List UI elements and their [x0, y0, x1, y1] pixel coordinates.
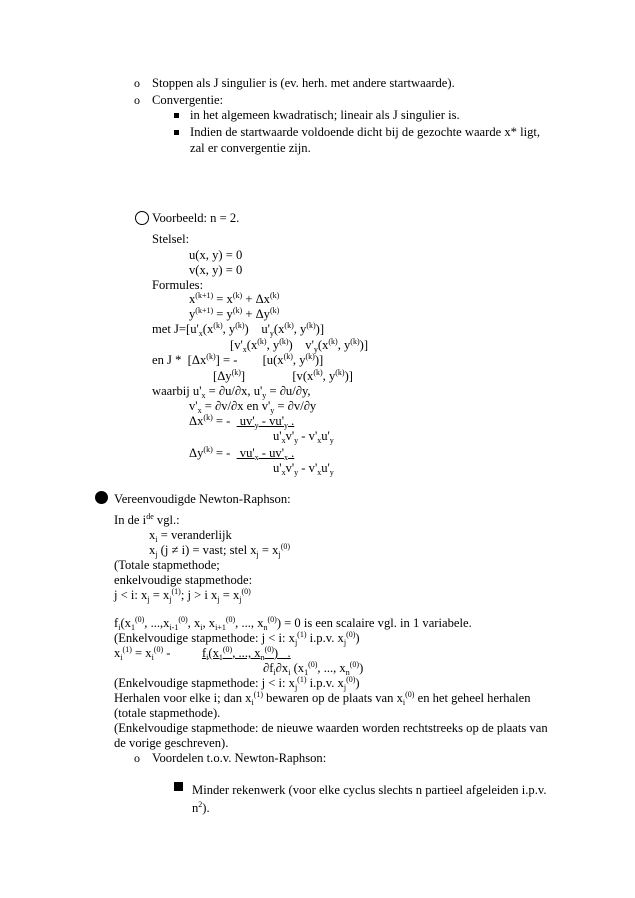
formula-x-update: $x^{(k+1)} = x^{(k)} + \Delta x^{(k)}$	[189, 291, 280, 306]
simplified-enkel-note-1: (Enkelvoudige stapmethode: j < i: $x_j^{(1)}$ i.p.v. $x_j^{(0)}$)	[114, 630, 360, 647]
simplified-enkel-long-2: de vorige geschreven).	[114, 736, 229, 750]
simplified-enkelvoudige: enkelvoudige stapmethode:	[114, 573, 253, 587]
simplified-index-rule: j < i: $x_j = x_j^{(1)}$; j > i $x_j = x_j^{(0)}$	[114, 587, 251, 604]
simplified-minder-line2: $n^2$).	[192, 800, 210, 815]
simplified-minder-line1: Minder rekenwerk (voor elke cyclus slechts n partieel afgeleiden i.p.v.	[192, 783, 547, 797]
intro-item-convergence: Convergentie:	[152, 93, 224, 107]
example-eq-v: v(x, y) = 0	[189, 263, 243, 277]
formula-delta-x-denominator: $u'_xv'_y - v'_xu'_y$	[273, 429, 334, 445]
simplified-totale-paren: (totale stapmethode).	[114, 706, 221, 720]
example-eq-u: u(x, y) = 0	[189, 248, 243, 262]
simplified-in-de: In de $i^{de}$ vgl.:	[114, 512, 180, 527]
simplified-enkel-long-1: (Enkelvoudige stapmethode: de nieuwe waarden worden rechtstreeks op de plaats van	[114, 721, 548, 735]
circle-bullet-icon: o	[134, 76, 140, 90]
square-bullet-icon	[174, 782, 183, 791]
formula-delta-y-numerator: $\Delta y^{(k)}$ = - $vu'_x - uv'_x$ .	[189, 445, 295, 462]
square-bullet-icon	[174, 113, 179, 118]
circle-bullet-icon	[135, 211, 149, 225]
formula-system-row1: en J * $[\Delta x^{(k)}]$ = - [$u(x^{(k)}$, $y^{(k)}$)]	[152, 352, 324, 367]
formula-partials-v: $v'_x = \partial v/\partial x$ en $v'_y = \partial v/\partial y$	[189, 399, 317, 415]
simplified-scalar-equation: $f_i(x_1^{(0)}$, $...,x_{i-1}^{(0)}$, $x_i$, $x_{i+1}^{(0)}$, ..., $x_n^{(0)}) = 0$ is een scalaire vgl. in 1 variabele.	[114, 615, 472, 632]
filled-circle-bullet-icon	[95, 491, 108, 504]
formula-y-update: $y^{(k+1)} = y^{(k)} + \Delta y^{(k)}$	[189, 306, 280, 321]
example-title: Voorbeeld: n = 2.	[152, 211, 240, 225]
simplified-xi-variable: $x_i$ = veranderlijk	[149, 528, 232, 544]
simplified-xj-fixed: $x_j$ (j ≠ i) = vast; stel $x_j = x_j^{(0)}$	[149, 542, 291, 559]
square-bullet-icon	[174, 130, 179, 135]
simplified-voordelen: Voordelen t.o.v. Newton-Raphson:	[152, 751, 327, 765]
formula-partials-u: waarbij $u'_x = \partial u/\partial x$, $u'_y = \partial u/\partial y$,	[152, 384, 311, 400]
intro-sub-startvalue-line1: Indien de startwaarde voldoende dicht bij de gezochte waarde x* ligt,	[190, 125, 541, 139]
formula-jacobian-row2: [$v'_x(x^{(k)}$, $y^{(k)}$) $v'_y(x^{(k)}$, $y^{(k)}$)]	[230, 337, 369, 354]
circle-bullet-icon: o	[134, 751, 140, 765]
formula-delta-y-denominator: $u'_xv'_y - v'_xu'_y$	[273, 461, 334, 477]
formula-system-row2: $[\Delta y^{(k)}]$ [$v(x^{(k)}$, $y^{(k)}$)]	[213, 368, 353, 383]
intro-sub-quadratic: in het algemeen kwadratisch; lineair als J singulier is.	[190, 108, 460, 122]
example-formules-label: Formules:	[152, 278, 204, 292]
formula-jacobian-row1: met $J=[u'_x(x^{(k)}$, $y^{(k)}$) $u'_y(x^{(k)}$, $y^{(k)}$)]	[152, 321, 325, 338]
formula-delta-x-numerator: $\Delta x^{(k)}$ = - $uv'_y - vu'_y$ .	[189, 413, 295, 430]
intro-sub-startvalue-line2: zal er convergentie zijn.	[190, 141, 311, 155]
simplified-update-denominator: $\partial f_i\partial x_i$ ($x_1^{(0)}$, ..., $x_n^{(0)}$)	[263, 660, 364, 677]
simplified-update-numerator: $x_i^{(1)} = x_i^{(0)}$ - $f_i(x_1^{(0)}$, ..., $x_n^{(0)}$) .	[114, 645, 291, 662]
simplified-totale: (Totale stapmethode;	[114, 558, 220, 572]
example-stelsel-label: Stelsel:	[152, 232, 190, 246]
simplified-herhalen: Herhalen voor elke i; dan $x_i^{(1)}$ bewaren op de plaats van $x_i^{(0)}$ en het geheel herhalen	[114, 690, 531, 707]
simplified-title: Vereenvoudigde Newton-Raphson:	[114, 492, 291, 506]
intro-item-stop: Stoppen als J singulier is (ev. herh. met andere startwaarde).	[152, 76, 455, 90]
circle-bullet-icon: o	[134, 93, 140, 107]
simplified-enkel-note-2: (Enkelvoudige stapmethode: j < i: $x_j^{(1)}$ i.p.v. $x_j^{(0)}$)	[114, 675, 360, 692]
